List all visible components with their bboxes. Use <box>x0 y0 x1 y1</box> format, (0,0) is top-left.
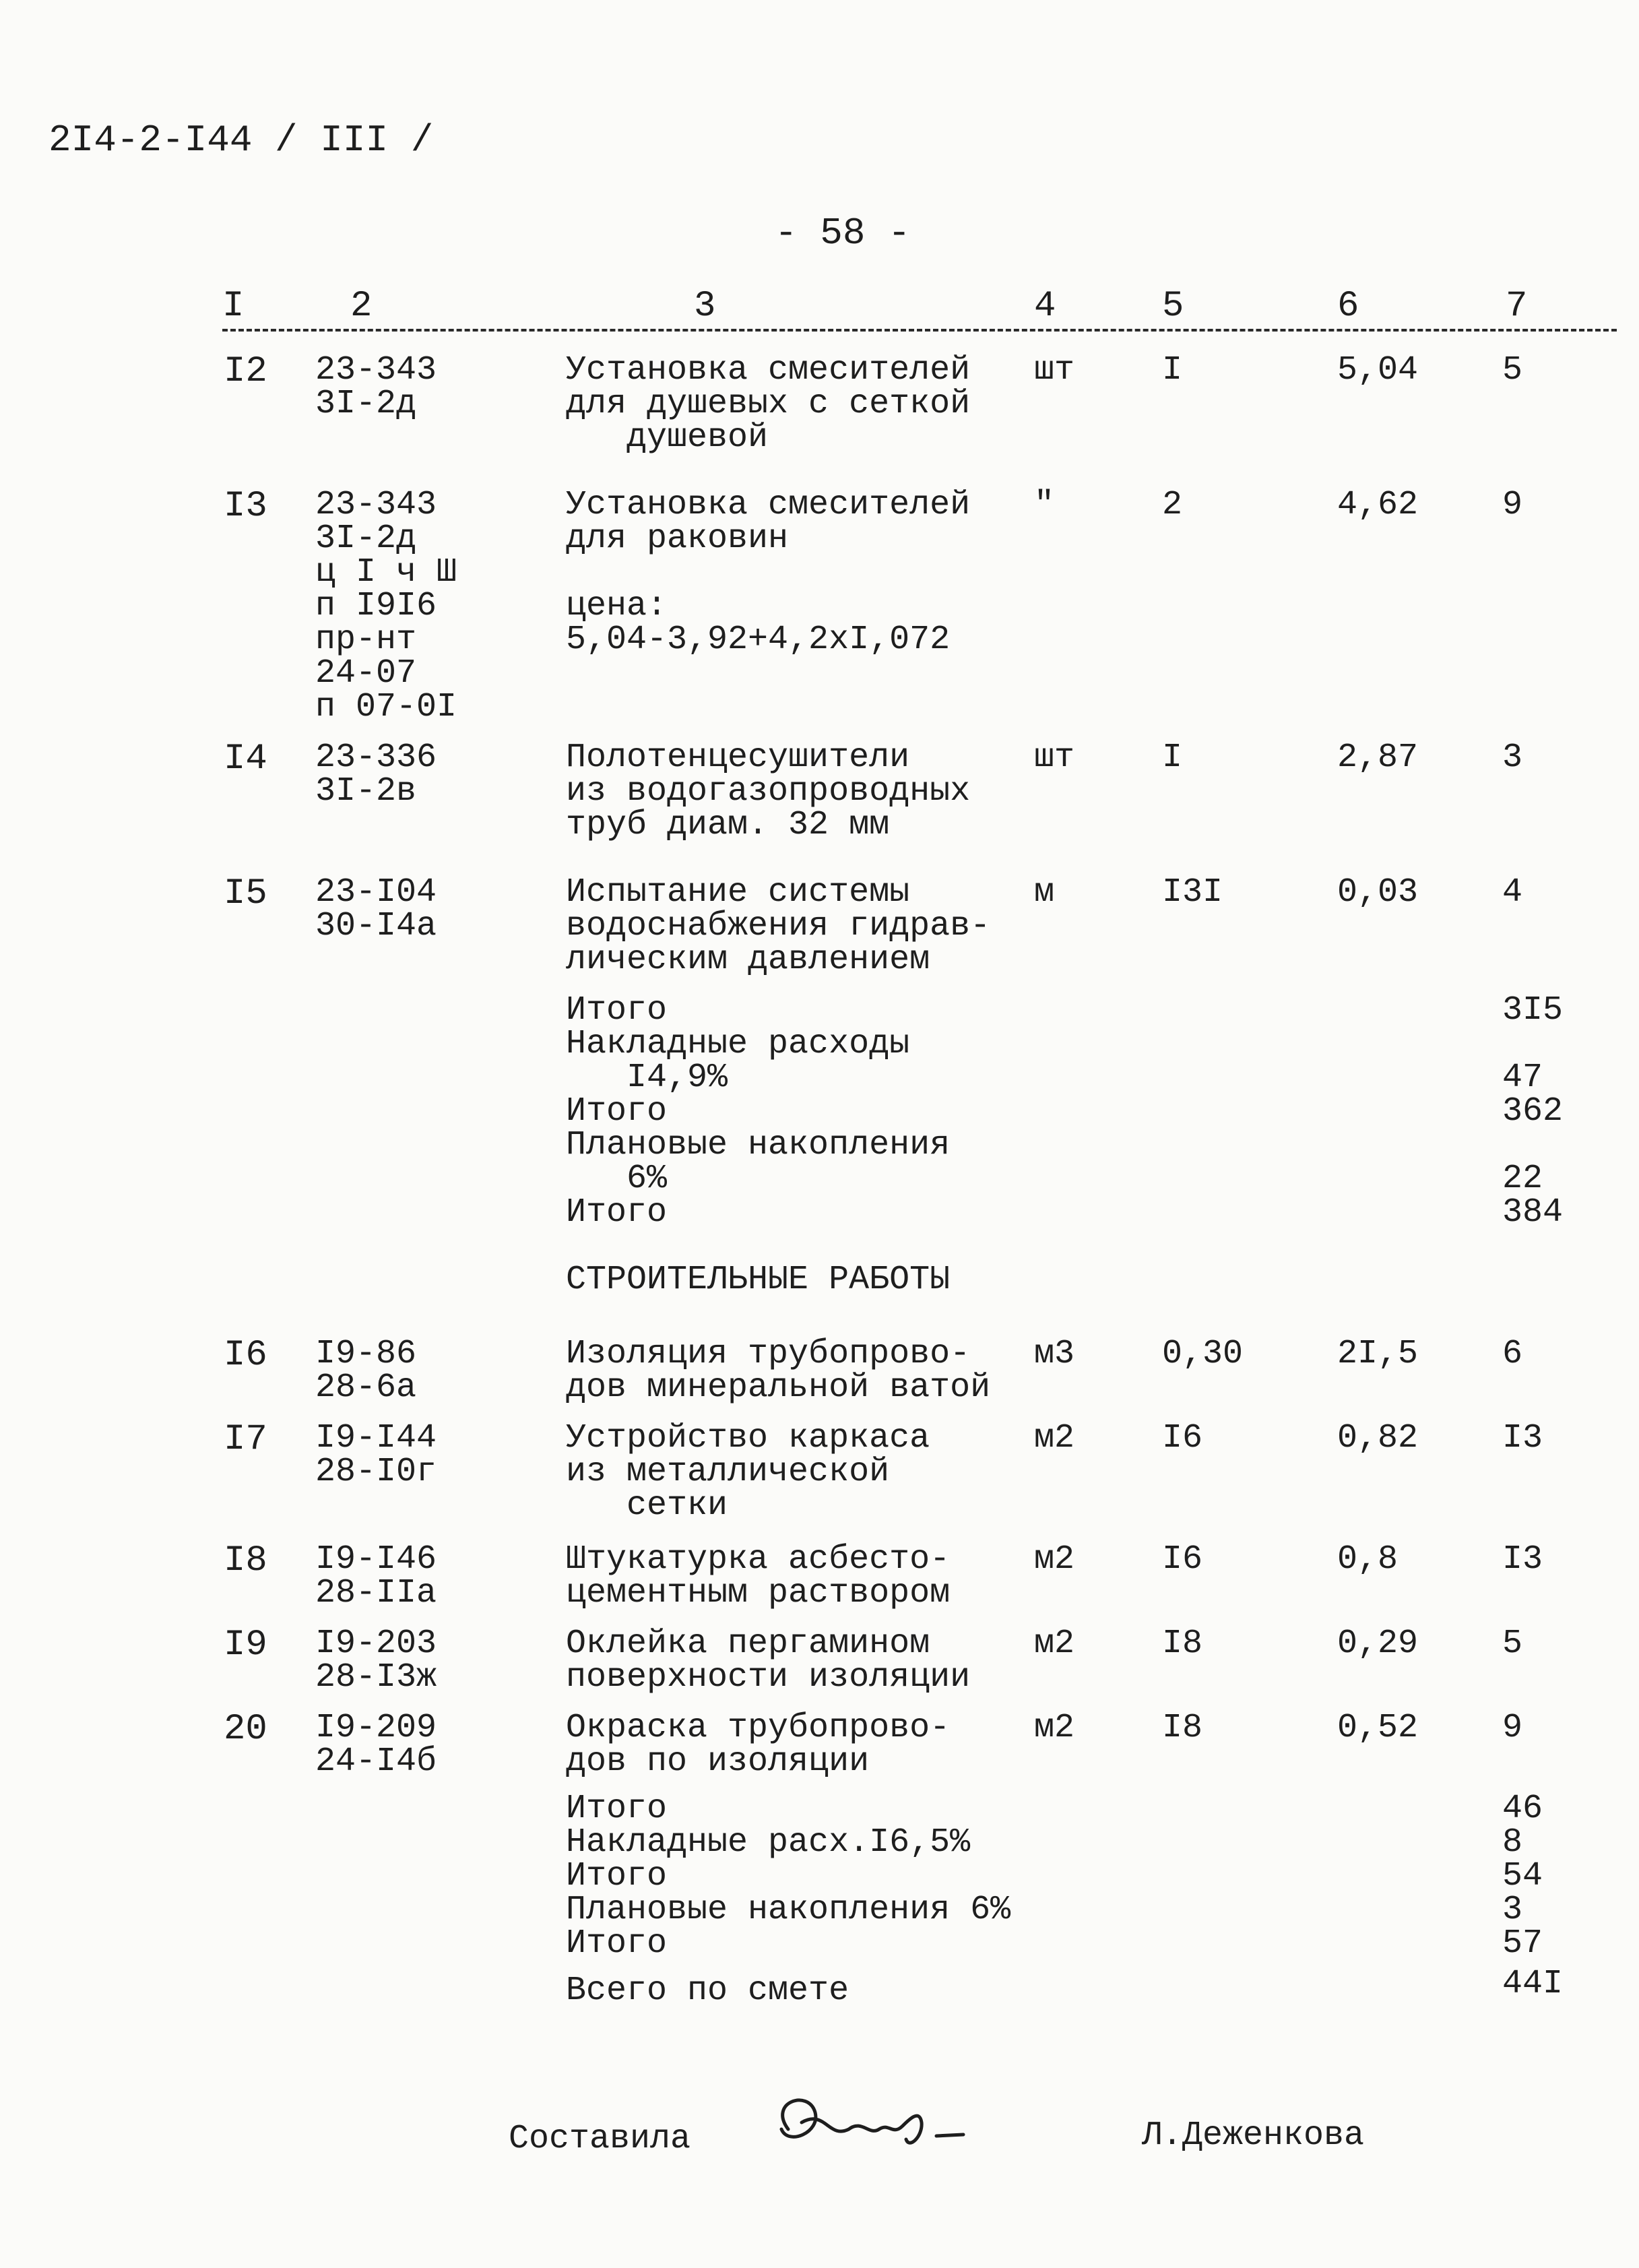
row-quantity: 0,30 <box>1162 1335 1244 1373</box>
row-unit: м2 <box>1034 1540 1075 1579</box>
row-description: Окраска трубопрово- дов по изоляции <box>566 1709 951 1781</box>
row-quantity: I6 <box>1162 1419 1203 1457</box>
row-price: 4,62 <box>1337 486 1419 524</box>
grand-total-label: Всего по смете <box>566 1972 849 2010</box>
row-reference: 23-I04 30-I4а <box>315 873 437 945</box>
document-code: 2I4-2-I44 / III / <box>49 119 434 162</box>
col-header-7: 7 <box>1506 286 1528 327</box>
subtotal-values: 3I5 47 362 22 384 <box>1502 991 1564 1232</box>
row-description: Изоляция трубопрово- дов минеральной ватой <box>566 1335 991 1407</box>
row-unit: м2 <box>1034 1625 1075 1663</box>
row-total: 6 <box>1502 1335 1523 1373</box>
row-unit: шт <box>1034 351 1075 389</box>
subtotal-values: 46 8 54 3 57 <box>1502 1790 1543 1963</box>
row-reference: 23-343 3I-2д ц I ч Ш п I9I6 пр-нт 24-07 п 07-0I <box>315 486 457 726</box>
subtotal-labels: Итого Накладные расходы I4,9% Итого Плановые накопления 6% Итого <box>566 991 951 1232</box>
row-total: 9 <box>1502 486 1523 524</box>
col-header-5: 5 <box>1162 286 1184 327</box>
row-number: I3 <box>224 486 267 527</box>
row-unit: шт <box>1034 738 1075 777</box>
row-number: I6 <box>224 1335 267 1376</box>
row-price: 0,8 <box>1337 1540 1399 1579</box>
handwritten-signature <box>761 2082 984 2163</box>
row-description: Установка смесителей для душевых с сеткой душевой <box>566 351 971 457</box>
row-reference: 23-343 3I-2д <box>315 351 437 423</box>
row-quantity: I6 <box>1162 1540 1203 1579</box>
row-description: Испытание системы водоснабжения гидрав- лическим давлением <box>566 873 991 979</box>
row-total: 5 <box>1502 1625 1523 1663</box>
col-header-1: I <box>222 286 245 327</box>
row-number: I7 <box>224 1419 267 1460</box>
row-quantity: 2 <box>1162 486 1183 524</box>
row-price: 5,04 <box>1337 351 1419 389</box>
row-reference: I9-203 28-I3ж <box>315 1625 437 1697</box>
row-number: I2 <box>224 351 267 392</box>
row-price: 0,03 <box>1337 873 1419 912</box>
compiler-name: Л.Деженкова <box>1142 2116 1365 2155</box>
row-reference: I9-86 28-6а <box>315 1335 417 1407</box>
row-quantity: I8 <box>1162 1709 1203 1747</box>
row-unit: м2 <box>1034 1419 1075 1457</box>
row-total: 4 <box>1502 873 1523 912</box>
row-number: I4 <box>224 738 267 780</box>
col-header-4: 4 <box>1034 286 1056 327</box>
row-total: 5 <box>1502 351 1523 389</box>
row-number: 20 <box>224 1709 267 1750</box>
row-total: I3 <box>1502 1419 1543 1457</box>
row-unit: м <box>1034 873 1055 912</box>
row-quantity: I <box>1162 738 1183 777</box>
row-price: 0,82 <box>1337 1419 1419 1457</box>
col-header-3: 3 <box>694 286 716 327</box>
col-header-6: 6 <box>1337 286 1359 327</box>
row-description: Полотенцесушители из водогазопроводных труб диам. 32 мм <box>566 738 971 844</box>
row-number: I5 <box>224 873 267 914</box>
row-total: I3 <box>1502 1540 1543 1579</box>
col-header-2: 2 <box>350 286 373 327</box>
row-description: Штукатурка асбесто- цементным раствором <box>566 1540 951 1612</box>
row-price: 0,29 <box>1337 1625 1419 1663</box>
row-reference: 23-336 3I-2в <box>315 738 437 811</box>
row-reference: I9-209 24-I4б <box>315 1709 437 1781</box>
row-price: 2I,5 <box>1337 1335 1419 1373</box>
row-unit: м3 <box>1034 1335 1075 1373</box>
row-description: Устройство каркаса из металлической сетки <box>566 1419 930 1525</box>
header-dashed-rule <box>222 329 1617 332</box>
row-number: I9 <box>224 1625 267 1666</box>
row-unit: " <box>1034 486 1055 524</box>
page-number: - 58 - <box>775 212 911 255</box>
row-description: Оклейка пергамином поверхности изоляции <box>566 1625 971 1697</box>
section-title: СТРОИТЕЛЬНЫЕ РАБОТЫ <box>566 1261 951 1299</box>
row-quantity: I8 <box>1162 1625 1203 1663</box>
row-quantity: I3I <box>1162 873 1223 912</box>
row-quantity: I <box>1162 351 1183 389</box>
row-price: 0,52 <box>1337 1709 1419 1747</box>
row-total: 9 <box>1502 1709 1523 1747</box>
grand-total-value: 44I <box>1502 1965 1564 2003</box>
compiled-by-label: Составила <box>509 2120 691 2158</box>
row-reference: I9-I44 28-I0г <box>315 1419 437 1491</box>
row-reference: I9-I46 28-IIа <box>315 1540 437 1612</box>
row-number: I8 <box>224 1540 267 1581</box>
row-description: Установка смесителей для раковин цена: 5,04-3,92+4,2хI,072 <box>566 486 971 659</box>
row-unit: м2 <box>1034 1709 1075 1747</box>
subtotal-labels: Итого Накладные расх.I6,5% Итого Плановые накопления 6% Итого <box>566 1790 1011 1963</box>
row-price: 2,87 <box>1337 738 1419 777</box>
row-total: 3 <box>1502 738 1523 777</box>
